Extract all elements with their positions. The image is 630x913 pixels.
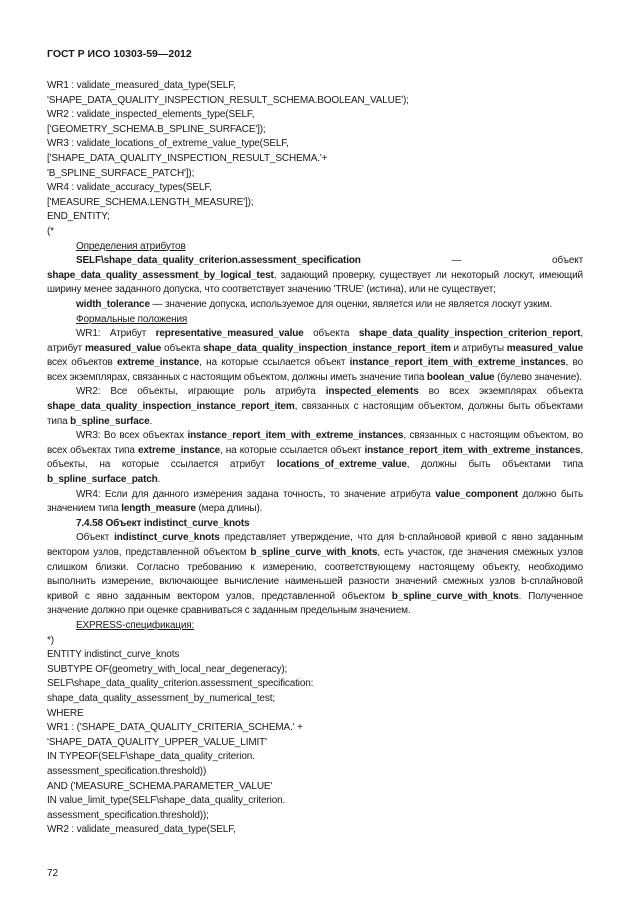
attribute-definition-paragraph: SELF\shape_data_quality_criterion.assessment_specification — объект shape_data_quality_assessment_by_logical_test, задающий проверку, существует ли некоторый лоскут, имеющий ширину менее заданного допуска, что соответствует значению 'TRUE' (истина), или не существует;	[47, 255, 583, 296]
code-line: END_ENTITY;	[47, 211, 110, 223]
code-line: ENTITY indistinct_curve_knots	[47, 649, 180, 661]
code-line: WR2 : validate_measured_data_type(SELF,	[47, 824, 236, 836]
code-line: ['GEOMETRY_SCHEMA.B_SPLINE_SURFACE']);	[47, 123, 266, 135]
code-line: IN TYPEOF(SELF\shape_data_quality_criterion.	[47, 751, 255, 763]
code-line: WR1 : ('SHAPE_DATA_QUALITY_CRITERIA_SCHEMA.' +	[47, 722, 303, 734]
rule-wr2-paragraph: WR2: Все объекты, играющие роль атрибута inspected_elements во всех экземплярах объекта shape_data_quality_inspection_instance_report_item, связанных с настоящим объектом, должны быть объектами типа b_spline_surface.	[47, 386, 583, 427]
attribute-definitions-heading: Определения атрибутов	[76, 240, 186, 252]
section-description-paragraph: Объект indistinct_curve_knots представляет утверждение, что для b-сплайновой кривой с явно заданным вектором узлов, представленной объектом b_spline_curve_with_knots, есть участок, где значения смежных узлов слишком близки. Согласно требованию к измерению, соответствующему настоящему объекту, необходимо выполнить измерение, включающее вычисление наименьшей разности значений смежных узлов b-сплайновой кривой с явно заданным вектором узлов, представленной объектом b_spline_curve_with_knots. Полученное значение должно при оценке сравниваться с заданным предельным значением.	[47, 532, 583, 617]
rule-wr4-paragraph: WR4: Если для данного измерения задана точность, то значение атрибута value_component должно быть значением типа length_measure (мера длины).	[47, 488, 584, 515]
code-line: assessment_specification.threshold))	[47, 765, 207, 777]
code-line: WR1 : validate_measured_data_type(SELF,	[47, 80, 236, 91]
code-line: WR2 : validate_inspected_elements_type(SELF,	[47, 109, 255, 121]
rule-wr3-paragraph: WR3: Во всех объектах instance_report_item_with_extreme_instances, связанных с настоящим объектом, во всех объектах типа extreme_instance, на которые ссылается объект instance_report_item_with_extreme_instances, объекты, на которые ссылается атрибут locations_of_extreme_value, должны быть объектами типа b_spline_surface_patch.	[47, 430, 584, 486]
code-line: SELF\shape_data_quality_criterion.assessment_specification:	[47, 678, 314, 690]
section-heading: 7.4.58 Объект indistinct_curve_knots	[76, 517, 250, 529]
code-line: 'SHAPE_DATA_QUALITY_UPPER_VALUE_LIMIT'	[47, 736, 267, 748]
rule-wr1-paragraph: WR1: Атрибут representative_measured_value объекта shape_data_quality_inspection_criterion_report, атрибут measured_value объекта shape_data_quality_inspection_instance_report_item и атрибуты measured_value всех объектов extreme_instance, на которые ссылается объект instance_report_item_with_extreme_instances, во всех экземплярах, связанных с настоящим объектом, должны иметь значение типа boolean_value (булево значение).	[47, 328, 583, 383]
formal-propositions-heading: Формальные положения	[76, 313, 188, 325]
attribute-definition-paragraph: width_tolerance — значение допуска, используемое для оценки, является или не является лоскут узким.	[76, 298, 553, 310]
code-line: WHERE	[47, 707, 84, 719]
code-line: WR3 : validate_locations_of_extreme_value_type(SELF,	[47, 138, 289, 150]
code-line: AND ('MEASURE_SCHEMA.PARAMETER_VALUE'	[47, 780, 273, 792]
code-line: WR4 : validate_accuracy_types(SELF,	[47, 182, 212, 194]
page-header: ГОСТ Р ИСО 10303-59—2012	[47, 48, 192, 60]
code-line: 'SHAPE_DATA_QUALITY_INSPECTION_RESULT_SCHEMA.BOOLEAN_VALUE');	[47, 94, 409, 106]
code-line: IN value_limit_type(SELF\shape_data_quality_criterion.	[47, 795, 286, 807]
code-line: *)	[47, 634, 54, 646]
page-content	[47, 79, 583, 838]
code-line: ['MEASURE_SCHEMA.LENGTH_MEASURE']);	[47, 196, 254, 208]
express-code-bottom	[47, 634, 583, 838]
express-code-top	[47, 79, 583, 240]
code-line: ['SHAPE_DATA_QUALITY_INSPECTION_RESULT_SCHEMA.'+	[47, 152, 328, 164]
express-specification-heading: EXPRESS-спецификация:	[76, 619, 195, 631]
code-line: 'B_SPLINE_SURFACE_PATCH']);	[47, 167, 195, 179]
page-number: 72	[47, 868, 59, 879]
code-line: SUBTYPE OF(geometry_with_local_near_degeneracy);	[47, 663, 288, 675]
code-line: shape_data_quality_assessment_by_numerical_test;	[47, 692, 275, 704]
code-line: (*	[47, 225, 54, 237]
code-line: assessment_specification.threshold));	[47, 809, 209, 821]
